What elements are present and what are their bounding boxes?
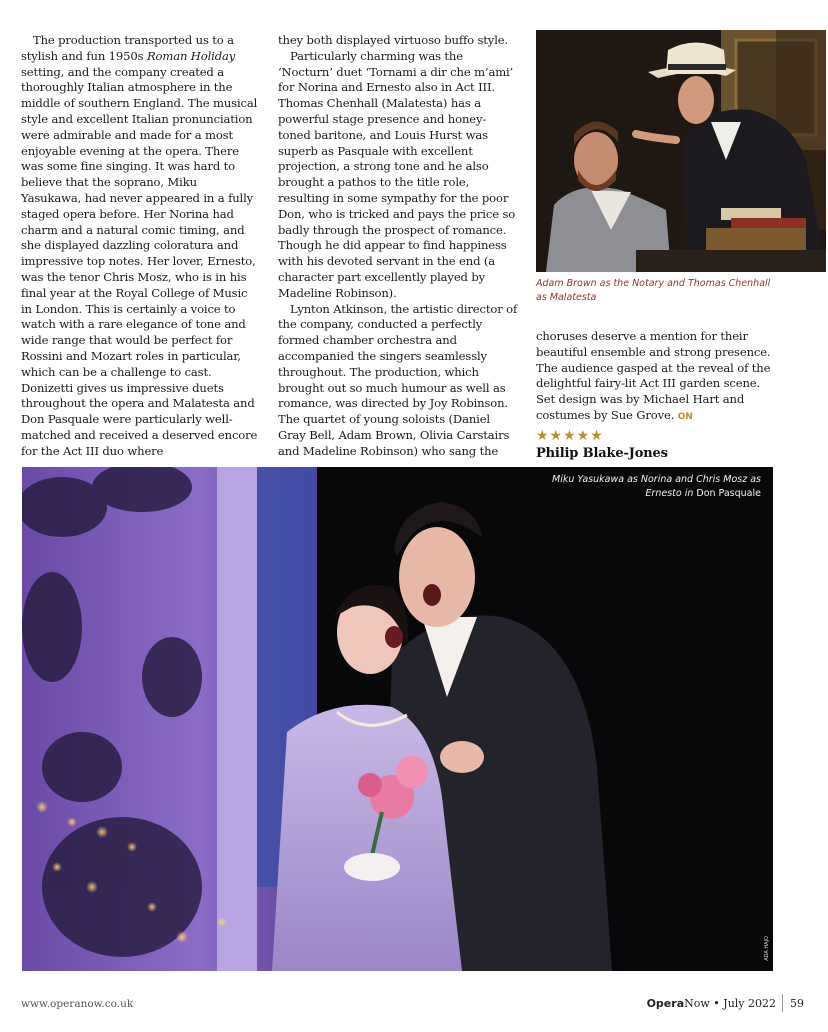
photo-caption: Adam Brown as the Notary and Thomas Chenhall as Malatesta xyxy=(536,278,771,303)
photo-notary-malatesta xyxy=(536,30,826,272)
photo-illustration xyxy=(22,467,773,971)
photo-illustration xyxy=(536,30,826,272)
author-initials: ON xyxy=(677,411,693,422)
paragraph: choruses deserve a mention for their beautiful ensemble and strong presence. The audience gasped at the reveal of the delightful fairy-lit Act III garden scene. Set design was by Michael Hart and costumes by Sue Grove. ON xyxy=(536,329,771,422)
paragraph: Lynton Atkinson, the artistic director of the company, conducted a perfectly formed chamber orchestra and accompanied the singers seamlessly throughout. The production, which brought out so much humour as well as romance, was directed by Joy Robinson. The quartet of young soloists (Daniel Gray Bell, Adam Brown, Olivia Carstairs and Madeline Robinson) who sang the xyxy=(278,301,518,458)
paragraph: Particularly charming was the ‘Nocturn’ duet ‘Tornami a dir che m’ami’ for Norina and Ernesto also in Act III. Thomas Chenhall (Malatesta) has a powerful stage presence and honey-toned baritone, and Louis Hurst was superb as Pasquale with excellent projection, a strong tone and he also brought a pathos to the title role, resulting in some sympathy for the poor Don, who is tricked and pays the price so badly through the prospect of romance. Though he did appear to find happiness with his devoted servant in the end (a character part excellently played by Madeline Robinson). xyxy=(278,48,516,300)
photo-credit: ADA HAJO xyxy=(764,936,770,961)
author-byline: Philip Blake-Jones xyxy=(536,445,668,461)
article-column-1 xyxy=(21,33,259,460)
page-number: 59 xyxy=(790,997,804,1010)
photo-norina-ernesto xyxy=(22,467,773,971)
article-column-2 xyxy=(278,33,518,460)
divider xyxy=(782,994,783,1012)
star-rating: ★★★★★ xyxy=(536,427,604,444)
paragraph: they both displayed virtuoso buffo style. xyxy=(278,33,508,47)
footer-website[interactable]: www.operanow.co.uk xyxy=(21,998,134,1010)
footer-publication: OperaNow • July 2022 xyxy=(646,997,776,1010)
article-column-3 xyxy=(536,329,774,463)
paragraph: The production transported us to a stylish and fun 1950s Roman Holiday setting, and the company created a thoroughly Italian atmosphere in the middle of southern England. The musical style and excellent Italian pronunciation were admirable and made for a most enjoyable evening at the opera. There was some fine singing. It was hard to believe that the soprano, Miku Yasukawa, had never appeared in a fully staged opera before. Her Norina had charm and a natural comic timing, and she displayed dazzling coloratura and impressive top notes. Her lover, Ernesto, was the tenor Chris Mosz, who is in his final year at the Royal College of Music in London. This is certainly a voice to watch with a rare elegance of tone and wide range that would be perfect for Rossini and Mozart roles in particular, which can be a challenge to cast. Donizetti gives us impressive duets throughout the opera and Malatesta and Don Pasquale were particularly well-matched and received a deserved encore for the Act III duo where xyxy=(21,33,258,458)
photo-caption: Miku Yasukawa as Norina and Chris Mosz as Ernesto in Don Pasquale xyxy=(552,474,761,499)
